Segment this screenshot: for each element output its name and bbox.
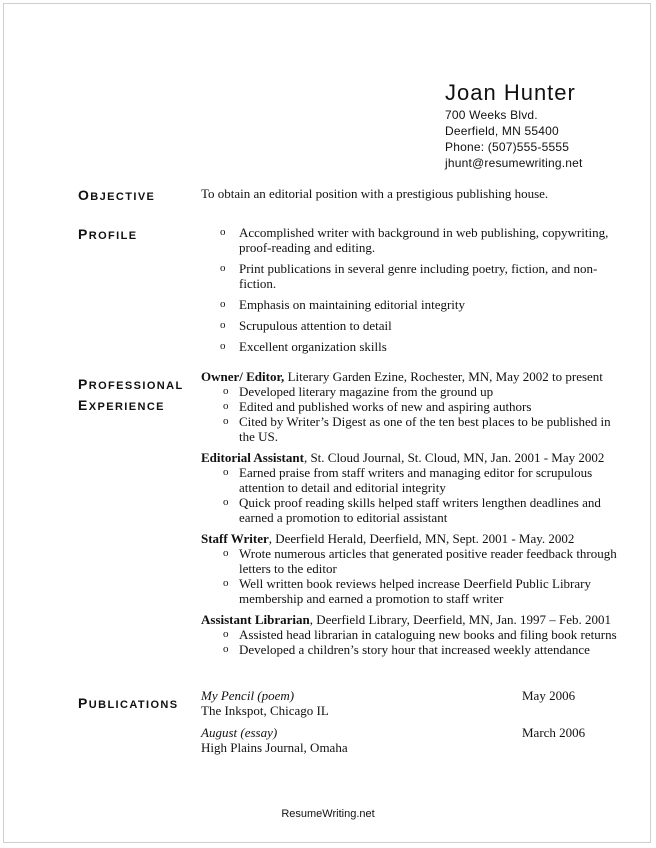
section-label-publications: PUBLICATIONS xyxy=(78,695,179,711)
job-title: Assistant Librarian xyxy=(201,612,310,627)
bullet-icon: o xyxy=(223,643,229,655)
bullet-icon: o xyxy=(223,628,229,640)
section-label-professional-experience: PROFESSIONAL EXPERIENCE xyxy=(78,376,184,413)
publication-date: March 2006 xyxy=(522,725,586,740)
bullet-icon: o xyxy=(223,577,229,589)
publication-entry xyxy=(201,688,601,718)
contact-header xyxy=(445,80,583,171)
list-item: o Developed literary magazine from the ground up xyxy=(223,384,494,399)
publication-title: My Pencil (poem) xyxy=(201,688,295,703)
bullet-icon: o xyxy=(223,415,229,427)
experience-list xyxy=(201,369,621,663)
job-title: Owner/ Editor, xyxy=(201,369,285,384)
job-entry xyxy=(201,531,621,606)
list-item: o Print publications in several genre including poetry, fiction, and non-fiction. xyxy=(220,261,598,291)
city-line: Deerfield, MN 55400 xyxy=(445,124,559,138)
list-item: o Excellent organization skills xyxy=(220,339,387,354)
job-title: Editorial Assistant xyxy=(201,450,304,465)
bullet-icon: o xyxy=(220,298,226,310)
list-item: o Cited by Writer’s Digest as one of the ten best places to be published in the US. xyxy=(223,414,611,444)
publication-publisher: High Plains Journal, Omaha xyxy=(201,740,348,755)
job-entry xyxy=(201,612,621,657)
job-details: , Deerfield Library, Deerfield, MN, Jan. 1997 – Feb. 2001 xyxy=(309,612,612,627)
publication-entry xyxy=(201,725,601,755)
list-item: o Developed a children’s story hour that increased weekly attendance xyxy=(223,642,590,657)
job-entry xyxy=(201,369,621,444)
job-details: , St. Cloud Journal, St. Cloud, MN, Jan. 2001 - May 2002 xyxy=(303,450,605,465)
publication-date: May 2006 xyxy=(522,688,576,703)
list-item: o Edited and published works of new and aspiring authors xyxy=(223,399,532,414)
email-line[interactable]: jhunt@resumewriting.net xyxy=(445,156,583,170)
publication-publisher: The Inkspot, Chicago IL xyxy=(201,703,329,718)
list-item: o Earned praise from staff writers and managing editor for scrupulous attention to detail and editorial integrity xyxy=(223,465,593,495)
section-label-objective: OBJECTIVE xyxy=(78,187,156,203)
job-title: Staff Writer xyxy=(201,531,269,546)
publications-list xyxy=(201,688,601,762)
bullet-icon: o xyxy=(223,385,229,397)
profile-list xyxy=(201,225,621,360)
section-label-profile: PROFILE xyxy=(78,226,138,242)
bullet-icon: o xyxy=(223,547,229,559)
bullet-icon: o xyxy=(220,262,226,274)
list-item: o Well written book reviews helped increase Deerfield Public Library membership and earned a promotion to staff writer xyxy=(223,576,591,606)
address-line: 700 Weeks Blvd. xyxy=(445,108,538,122)
bullet-icon: o xyxy=(223,466,229,478)
job-entry xyxy=(201,450,621,525)
bullet-icon: o xyxy=(223,400,229,412)
applicant-name: Joan Hunter xyxy=(445,80,576,105)
footer-site-name: ResumeWriting.net xyxy=(281,808,375,820)
list-item: o Quick proof reading skills helped staff writers lengthen deadlines and earned a promotion to editorial assistant xyxy=(223,495,601,525)
phone-line: Phone: (507)555-5555 xyxy=(445,140,570,154)
list-item: o Emphasis on maintaining editorial integrity xyxy=(220,297,466,312)
list-item: o Accomplished writer with background in web publishing, copywriting, proof-reading and editing. xyxy=(220,225,609,255)
list-item: o Scrupulous attention to detail xyxy=(220,318,392,333)
bullet-icon: o xyxy=(223,496,229,508)
objective-text: To obtain an editorial position with a prestigious publishing house. xyxy=(201,186,549,201)
list-item: o Assisted head librarian in cataloguing new books and filing book returns xyxy=(223,627,617,642)
bullet-icon: o xyxy=(220,340,226,352)
job-details: , Deerfield Herald, Deerfield, MN, Sept. 2001 - May. 2002 xyxy=(268,531,575,546)
job-details: Literary Garden Ezine, Rochester, MN, May 2002 to present xyxy=(284,369,603,384)
list-item: o Wrote numerous articles that generated positive reader feedback through letters to the editor xyxy=(223,546,617,576)
bullet-icon: o xyxy=(220,319,226,331)
bullet-icon: o xyxy=(220,226,226,238)
publication-title: August (essay) xyxy=(201,725,278,740)
